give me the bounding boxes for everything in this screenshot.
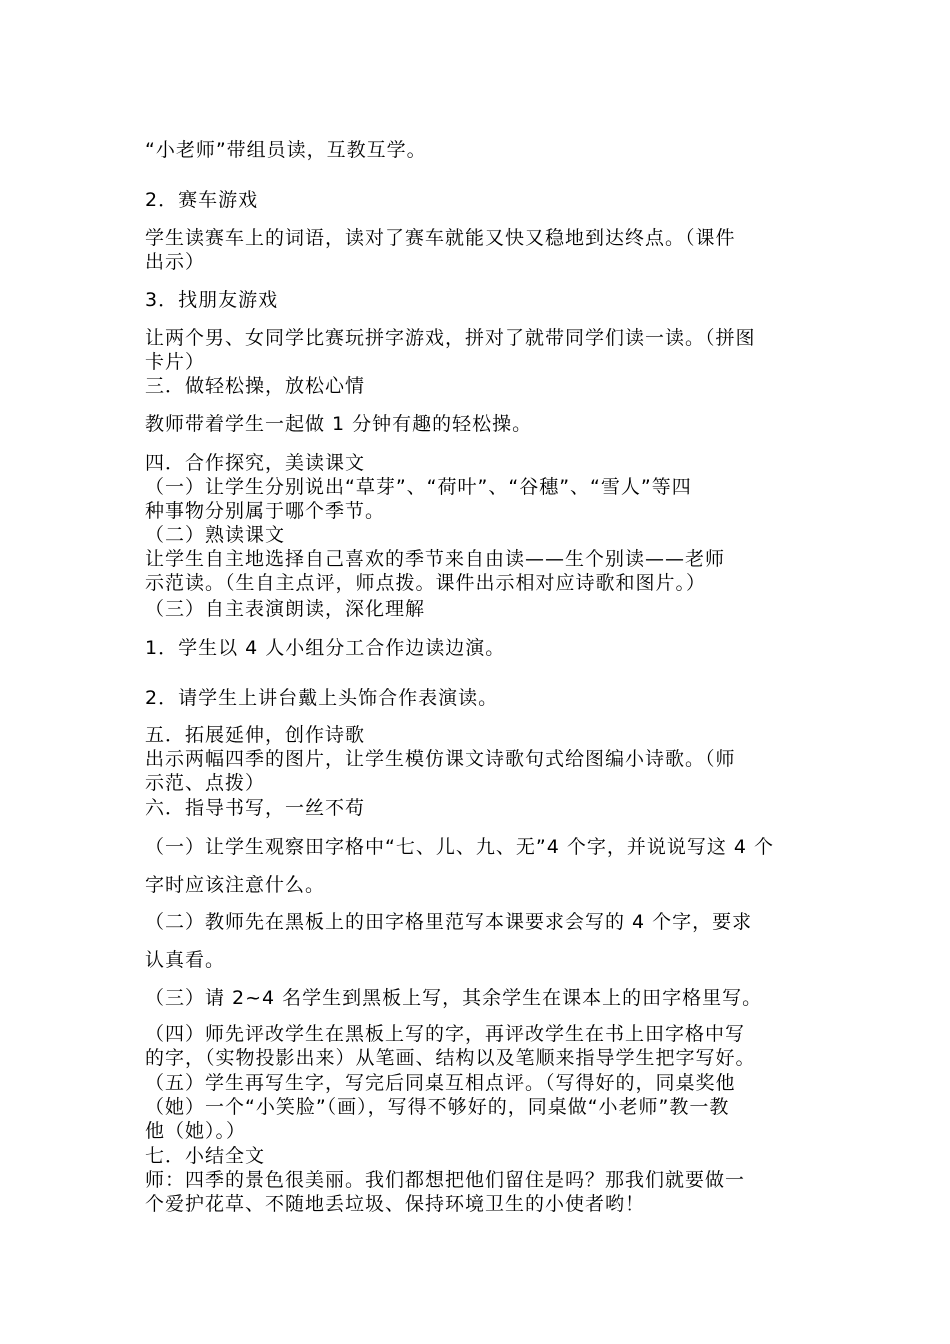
text-line: 个爱护花草、不随地丢垃圾、保持环境卫生的小使者哟！ — [145, 1193, 646, 1215]
text-line: 1．学生以 4 人小组分工合作边读边演。 — [145, 637, 506, 659]
text-line: 示范读。（生自主点评，师点拨。课件出示相对应诗歌和图片。） — [145, 572, 707, 594]
section-heading: 三．做轻松操，放松心情 — [145, 375, 366, 397]
text-line: 让两个男、女同学比赛玩拼字游戏，拼对了就带同学们读一读。（拼图 — [145, 327, 756, 349]
text-line: 认真看。 — [145, 949, 226, 971]
text-line: （一）让学生分别说出“草芽”、“荷叶”、“谷穗”、“雪人”等四 — [145, 476, 692, 498]
text-line: （二）教师先在黑板上的田字格里范写本课要求会写的 4 个字，要求 — [145, 911, 753, 933]
text-line: 的字，（实物投影出来）从笔画、结构以及笔顺来指导学生把字写好。 — [145, 1047, 756, 1069]
text-line: 出示两幅四季的图片，让学生模仿课文诗歌句式给图编小诗歌。（师 — [145, 748, 736, 770]
text-line: 卡片） — [145, 351, 206, 373]
text-line: 教师带着学生一起做 1 分钟有趣的轻松操。 — [145, 413, 533, 435]
text-line: 让学生自主地选择自己喜欢的季节来自由读——生个别读——老师 — [145, 548, 726, 570]
text-line: 种事物分别属于哪个季节。 — [145, 500, 386, 522]
text-line: 他（她）。） — [145, 1120, 247, 1142]
section-heading: 2．赛车游戏 — [145, 189, 259, 211]
text-line: 字时应该注意什么。 — [145, 874, 326, 896]
text-line: （一）让学生观察田字格中“七、儿、九、无”4 个字，并说说写这 4 个 — [145, 836, 774, 858]
text-line: 师：四季的景色很美丽。我们都想把他们留住是吗？那我们就要做一 — [145, 1169, 746, 1191]
section-heading: 七．小结全文 — [145, 1145, 266, 1167]
text-line: 学生读赛车上的词语，读对了赛车就能又快又稳地到达终点。（课件 — [145, 227, 736, 249]
section-heading: （三）自主表演朗读，深化理解 — [145, 598, 426, 620]
section-heading: 四．合作探究，美读课文 — [145, 452, 366, 474]
text-line: （五）学生再写生字，写完后同桌互相点评。（写得好的，同桌奖他 — [145, 1072, 736, 1094]
text-line: 示范、点拨） — [145, 772, 266, 794]
section-heading: 六．指导书写，一丝不苟 — [145, 797, 366, 819]
text-line: （三）请 2~4 名学生到黑板上写，其余学生在课本上的田字格里写。 — [145, 987, 763, 1009]
text-line: （她）一个“小笑脸”（画），写得不够好的，同桌做“小老师”教一教 — [145, 1096, 730, 1118]
text-line: 2．请学生上讲台戴上头饰合作表演读。 — [145, 687, 499, 709]
text-line: “小老师”带组员读，互教互学。 — [145, 139, 427, 161]
section-heading: 3．找朋友游戏 — [145, 289, 279, 311]
section-heading: 五．拓展延伸，创作诗歌 — [145, 724, 366, 746]
section-heading: （二）熟读课文 — [145, 524, 286, 546]
text-line: 出示） — [145, 251, 206, 273]
text-line: （四）师先评改学生在黑板上写的字，再评改学生在书上田字格中写 — [145, 1023, 746, 1045]
